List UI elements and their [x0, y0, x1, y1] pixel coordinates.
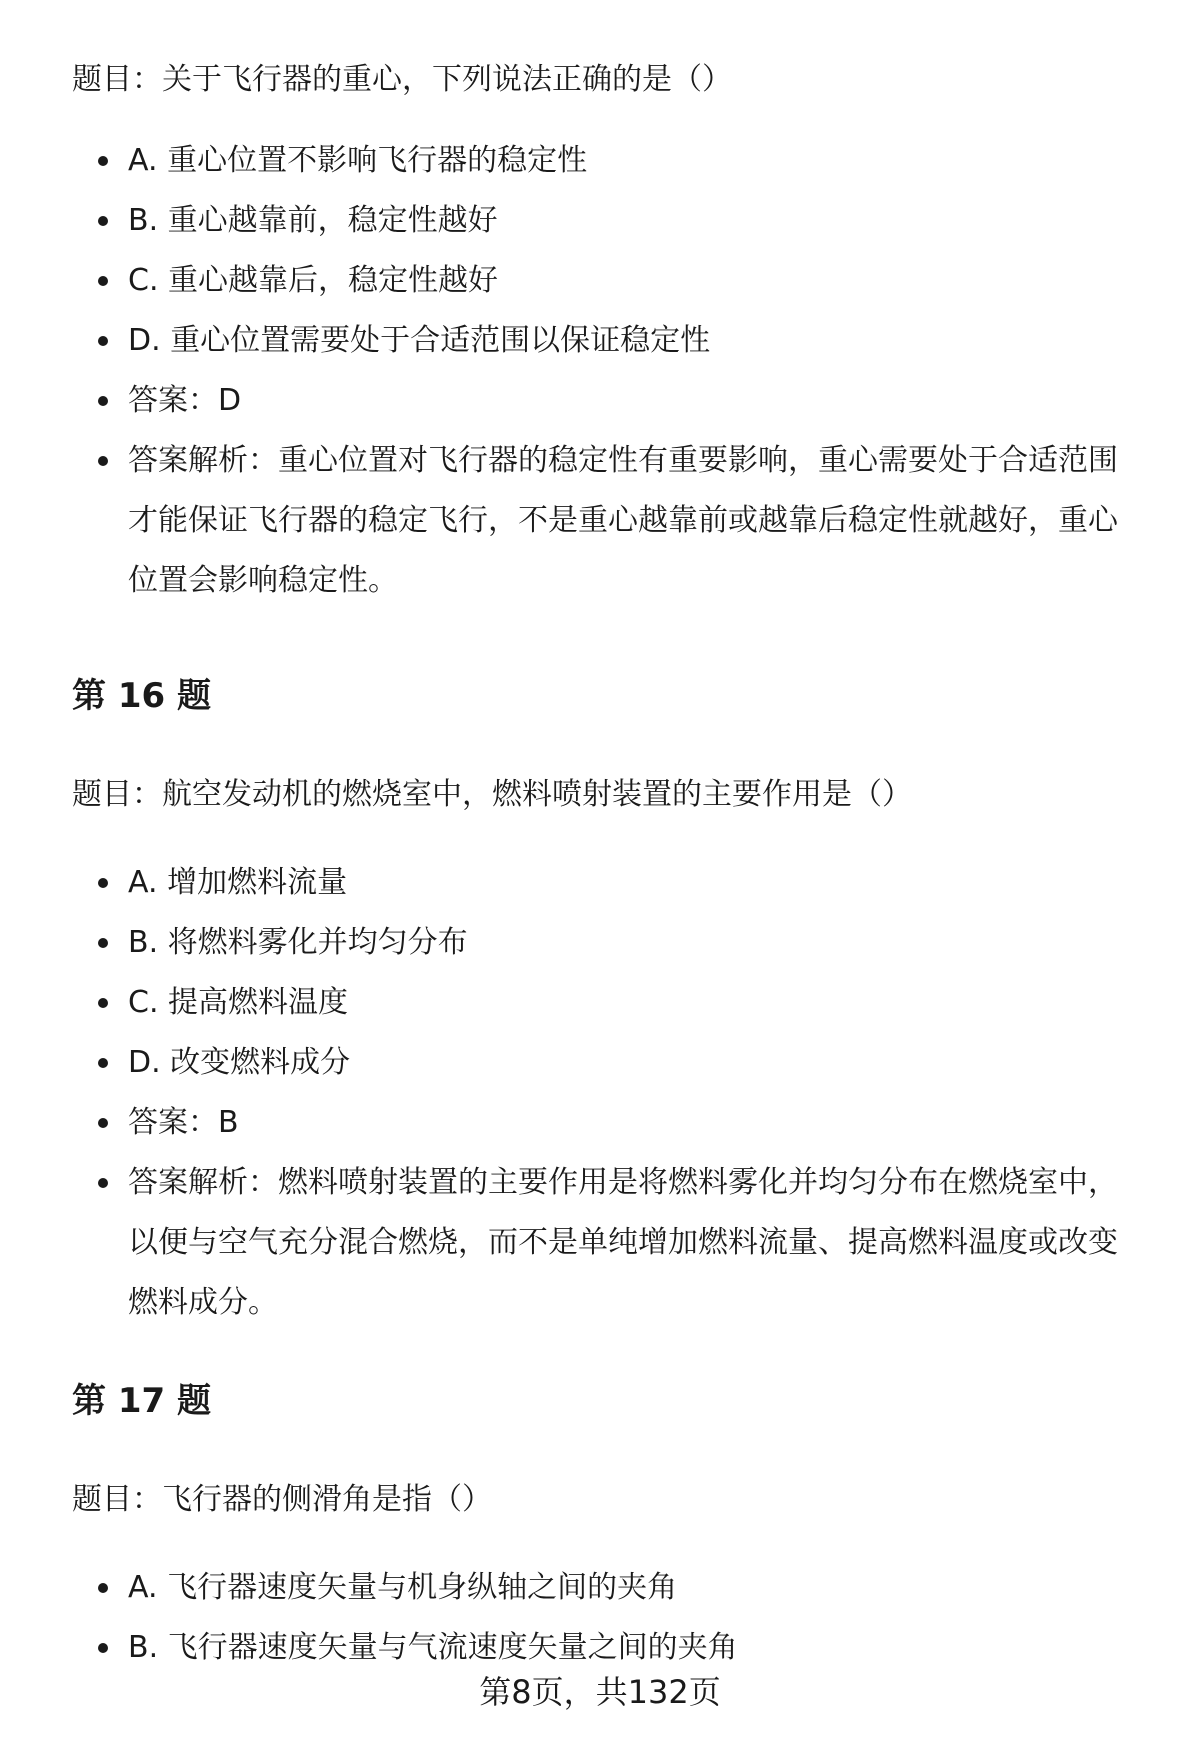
option-c: C. 重心越靠后，稳定性越好 — [0, 251, 1200, 311]
bullet-icon — [98, 276, 108, 286]
question-16-options — [0, 853, 1200, 1333]
bullet-icon — [98, 1583, 108, 1593]
option-d: D. 改变燃料成分 — [0, 1033, 1200, 1093]
bullet-icon — [98, 216, 108, 226]
option-b: B. 重心越靠前，稳定性越好 — [0, 191, 1200, 251]
option-b: B. 将燃料雾化并均匀分布 — [0, 913, 1200, 973]
answer-analysis: 答案解析：燃料喷射装置的主要作用是将燃料雾化并均匀分布在燃烧室中，以便与空气充分混合燃烧，而不是单纯增加燃料流量、提高燃料温度或改变燃料成分。 — [0, 1153, 1200, 1333]
question-17-heading: 第 17 题 — [72, 1381, 211, 1421]
option-a: A. 飞行器速度矢量与机身纵轴之间的夹角 — [0, 1558, 1200, 1618]
answer: 答案：B — [0, 1093, 1200, 1153]
option-a: A. 增加燃料流量 — [0, 853, 1200, 913]
question-16-heading: 第 16 题 — [72, 676, 211, 716]
answer: 答案：D — [0, 371, 1200, 431]
bullet-icon — [98, 1058, 108, 1068]
question-16-stem: 题目：航空发动机的燃烧室中，燃料喷射装置的主要作用是（） — [72, 777, 912, 812]
bullet-icon — [98, 1118, 108, 1128]
page-number-footer: 第8页，共132页 — [479, 1673, 721, 1711]
question-15-stem: 题目：关于飞行器的重心，下列说法正确的是（） — [72, 62, 732, 97]
bullet-icon — [98, 938, 108, 948]
bullet-icon — [98, 878, 108, 888]
question-15-options — [0, 131, 1200, 611]
bullet-icon — [98, 396, 108, 406]
option-c: C. 提高燃料温度 — [0, 973, 1200, 1033]
bullet-icon — [98, 1643, 108, 1653]
question-17-stem: 题目：飞行器的侧滑角是指（） — [72, 1482, 492, 1517]
option-d: D. 重心位置需要处于合适范围以保证稳定性 — [0, 311, 1200, 371]
option-b: B. 飞行器速度矢量与气流速度矢量之间的夹角 — [0, 1618, 1200, 1678]
bullet-icon — [98, 1178, 108, 1188]
question-17-options — [0, 1558, 1200, 1678]
answer-analysis: 答案解析：重心位置对飞行器的稳定性有重要影响，重心需要处于合适范围才能保证飞行器的稳定飞行，不是重心越靠前或越靠后稳定性就越好，重心位置会影响稳定性。 — [0, 431, 1200, 611]
option-a: A. 重心位置不影响飞行器的稳定性 — [0, 131, 1200, 191]
bullet-icon — [98, 998, 108, 1008]
bullet-icon — [98, 456, 108, 466]
bullet-icon — [98, 156, 108, 166]
bullet-icon — [98, 336, 108, 346]
